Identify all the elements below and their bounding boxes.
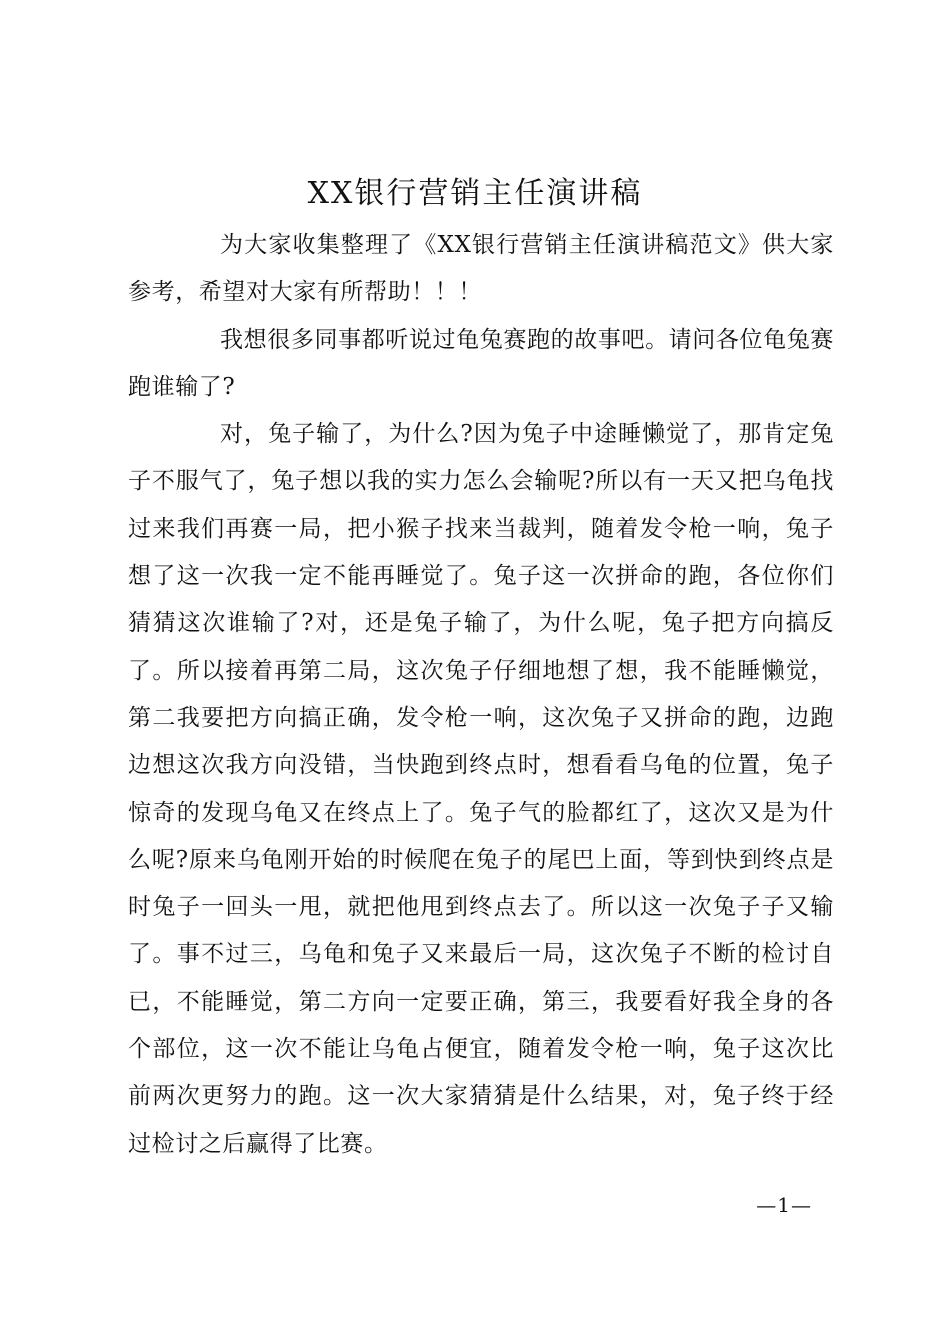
page-number: —1— — [756, 1193, 812, 1217]
document-body — [128, 222, 834, 1168]
paragraph-question: 我想很多同事都听说过龟兔赛跑的故事吧。请问各位龟兔赛跑谁输了? — [128, 326, 834, 400]
paragraph-story: 对，兔子输了，为什么?因为兔子中途睡懒觉了，那肯定兔子不服气了，兔子想以我的实力怎么会输呢?所以有一天又把乌龟找过来我们再赛一局，把小猴子找来当裁判，随着发令枪一响，兔子想了这一次我一定不能再睡觉了。兔子这一次拼命的跑，各位你们猜猜这次谁输了?对，还是兔子输了，为什么呢，兔子把方向搞反了。所以接着再第二局，这次兔子仔细地想了想，我不能睡懒觉，第二我要把方向搞正确，发令枪一响，这次兔子又拼命的跑，边跑边想这次我方向没错，当快跑到终点时，想看看乌龟的位置，兔子惊奇的发现乌龟又在终点上了。兔子气的脸都红了，这次又是为什么呢?原来乌龟刚开始的时候爬在兔子的尾巴上面，等到快到终点是时兔子一回头一甩，就把他甩到终点去了。所以这一次兔子子又输了。事不过三，乌龟和兔子又来最后一局，这次兔子不断的检讨自已，不能睡觉，第二方向一定要正确，第三，我要看好我全身的各个部位，这一次不能让乌龟占便宜，随着发令枪一响，兔子这次比前两次更努力的跑。这一次大家猜猜是什么结果，对，兔子终于经过检讨之后赢得了比赛。 — [128, 421, 834, 1157]
paragraph-intro: 为大家收集整理了《XX银行营销主任演讲稿范文》供大家参考，希望对大家有所帮助！！！ — [128, 232, 834, 306]
document-title: XX银行营销主任演讲稿 — [307, 176, 643, 211]
